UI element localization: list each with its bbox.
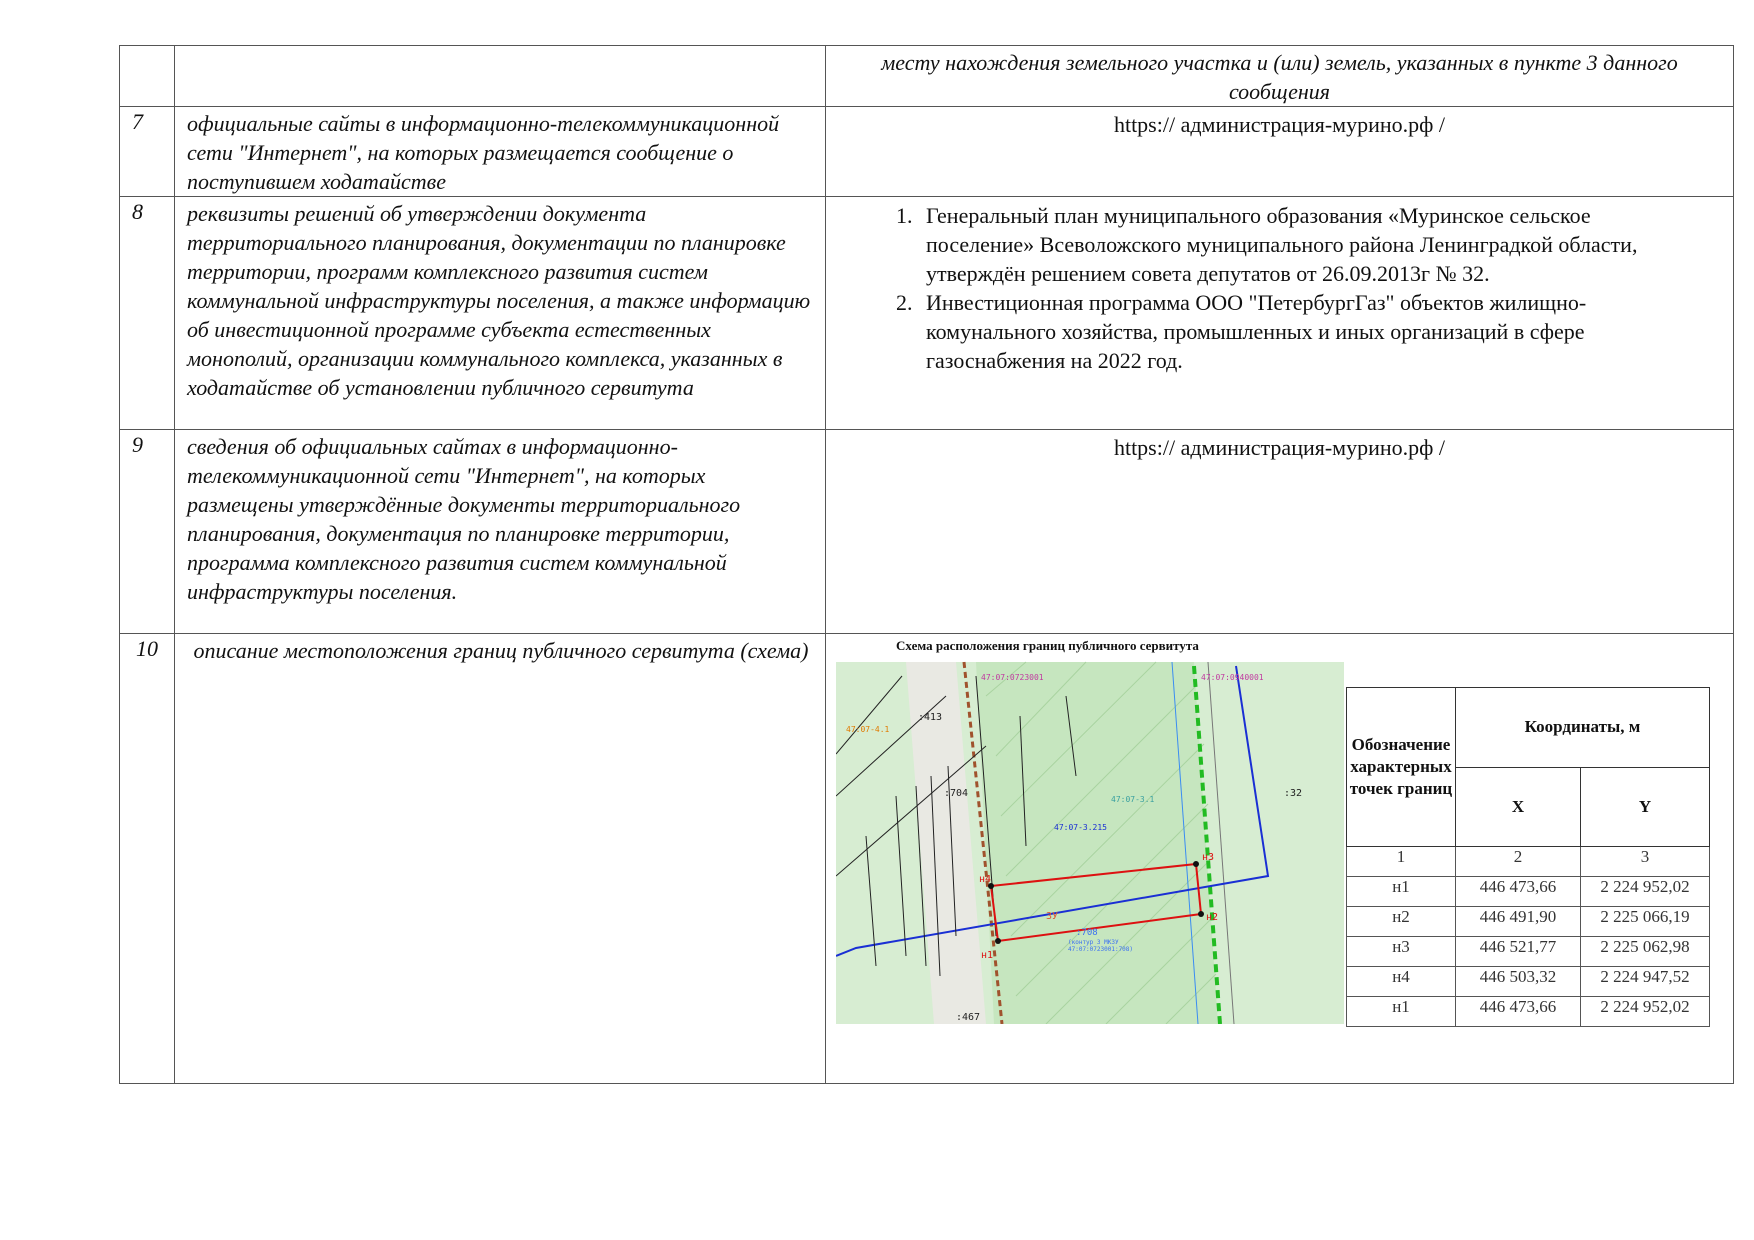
label-parcel-708-number: 47:07:0723001:708) — [1068, 946, 1134, 953]
table-row — [1347, 907, 1710, 937]
cell-desc — [175, 46, 826, 107]
row-description: сведения об официальных сайтах в информационно-телекоммуникационной сети "Интернет", на которых размещены утверждённые документы территориального планирования, документация по планировке территории, программа комплексного развития систем коммунальной инфраструктуры поселения. — [187, 434, 741, 604]
label-zone-mid: 47:07-3.1 — [1111, 795, 1155, 804]
scheme-title: Схема расположения границ публичного сервитута — [896, 638, 1199, 653]
label-point-n1: н1 — [981, 950, 994, 961]
coord-y: 2 225 062,98 — [1581, 937, 1710, 967]
label-parcel-32: :32 — [1284, 788, 1303, 799]
table-row — [1347, 937, 1710, 967]
cell-desc — [175, 430, 826, 634]
column-number: 3 — [1581, 847, 1710, 877]
row-number: 9 — [132, 432, 143, 457]
label-point-n2: н2 — [1206, 912, 1219, 923]
label-parcel-467: :467 — [956, 1012, 981, 1023]
label-parcel-704: :704 — [944, 788, 969, 799]
label-parcel-413: :413 — [918, 712, 943, 723]
column-number: 2 — [1456, 847, 1581, 877]
cell-value — [826, 430, 1734, 634]
table-row — [120, 197, 1734, 430]
point-name: н4 — [1347, 967, 1456, 997]
coord-x: 446 491,90 — [1456, 907, 1581, 937]
point-name: н1 — [1347, 877, 1456, 907]
cell-num — [120, 46, 175, 107]
coord-y: 2 224 947,52 — [1581, 967, 1710, 997]
table-row — [120, 634, 1734, 1084]
cell-num — [120, 430, 175, 634]
row-description: реквизиты решений об утверждении документа территориального планирования, документации по планировке территории, программ комплексного развития систем коммунальной инфраструктуры поселения, а также информацию об инвестиционной программе субъекта естественных монополий, организации коммунального комплекса, указанных в ходатайстве об установлении публичного сервитута — [187, 201, 811, 400]
easement-scheme — [826, 634, 1733, 1082]
list-item: 1. Генеральный план муниципального образования «Муринское сельское поселение» Всеволожского муниципального района Ленинградкой области, утверждён решением совета депутатов от 26.09.2013г № 32. — [918, 201, 1683, 288]
row-number: 10 — [136, 636, 158, 661]
row-description: описание местоположения границ публичного сервитута (схема) — [193, 638, 809, 663]
header-y: Y — [1581, 767, 1710, 847]
cell-value — [826, 107, 1734, 197]
row-number: 7 — [132, 109, 143, 134]
documents-list — [826, 201, 1733, 375]
scheme-map — [836, 636, 1344, 1024]
table-row — [120, 46, 1734, 107]
label-zone-blue: 47:07-3.215 — [1054, 823, 1107, 832]
label-zu: ЗУ — [1046, 911, 1059, 922]
coord-y: 2 224 952,02 — [1581, 877, 1710, 907]
notice-table — [119, 45, 1734, 1084]
row-description: официальные сайты в информационно-телекоммуникационной сети "Интернет", на которых размещается сообщение о поступившем ходатайстве — [187, 111, 780, 194]
label-point-n4: н4 — [979, 874, 992, 885]
coord-y: 2 225 066,19 — [1581, 907, 1710, 937]
cell-value — [826, 634, 1734, 1084]
table-row — [1347, 997, 1710, 1027]
coord-x: 446 473,66 — [1456, 997, 1581, 1027]
website-link[interactable]: https:// администрация-мурино.рф / — [1113, 112, 1446, 137]
label-cadastral-right: 47:07:0940001 — [1201, 673, 1264, 682]
coord-x: 446 473,66 — [1456, 877, 1581, 907]
table-row — [120, 430, 1734, 634]
coordinates-table — [1346, 687, 1710, 1027]
header-coordinates: Координаты, м — [1456, 688, 1710, 768]
table-row — [1347, 967, 1710, 997]
cell-value — [826, 46, 1734, 107]
cell-num — [120, 197, 175, 430]
website-link[interactable]: https:// администрация-мурино.рф / — [1113, 435, 1446, 460]
list-item: 2. Инвестиционная программа ООО "ПетербургГаз" объектов жилищно-комунального хозяйства, промышленных и иных организаций в сфере газоснабжения на 2022 год. — [918, 288, 1683, 375]
table-row — [120, 107, 1734, 197]
label-parcel-708-note: (контур 3 МКЗУ — [1068, 939, 1119, 946]
cell-num — [120, 107, 175, 197]
point-name: н3 — [1347, 937, 1456, 967]
point-name: н1 — [1347, 997, 1456, 1027]
label-parcel-708: :708 — [1076, 928, 1098, 938]
cell-num — [120, 634, 175, 1084]
label-zone-left: 47:07-4.1 — [846, 725, 890, 734]
continued-text: месту нахождения земельного участка и (или) земель, указанных в пункте 3 данного сообщения — [881, 50, 1678, 104]
label-cadastral-top: 47:07:0723001 — [981, 673, 1044, 682]
cell-desc — [175, 197, 826, 430]
header-x: X — [1456, 767, 1581, 847]
cell-desc — [175, 107, 826, 197]
label-point-n3: н3 — [1202, 852, 1215, 863]
coord-y: 2 224 952,02 — [1581, 997, 1710, 1027]
cell-value — [826, 197, 1734, 430]
column-number: 1 — [1347, 847, 1456, 877]
coord-x: 446 503,32 — [1456, 967, 1581, 997]
table-row — [1347, 877, 1710, 907]
header-points: Обозначение характерных точек границ — [1347, 688, 1456, 847]
row-number: 8 — [132, 199, 143, 224]
point-name: н2 — [1347, 907, 1456, 937]
coord-x: 446 521,77 — [1456, 937, 1581, 967]
cell-desc — [175, 634, 826, 1084]
